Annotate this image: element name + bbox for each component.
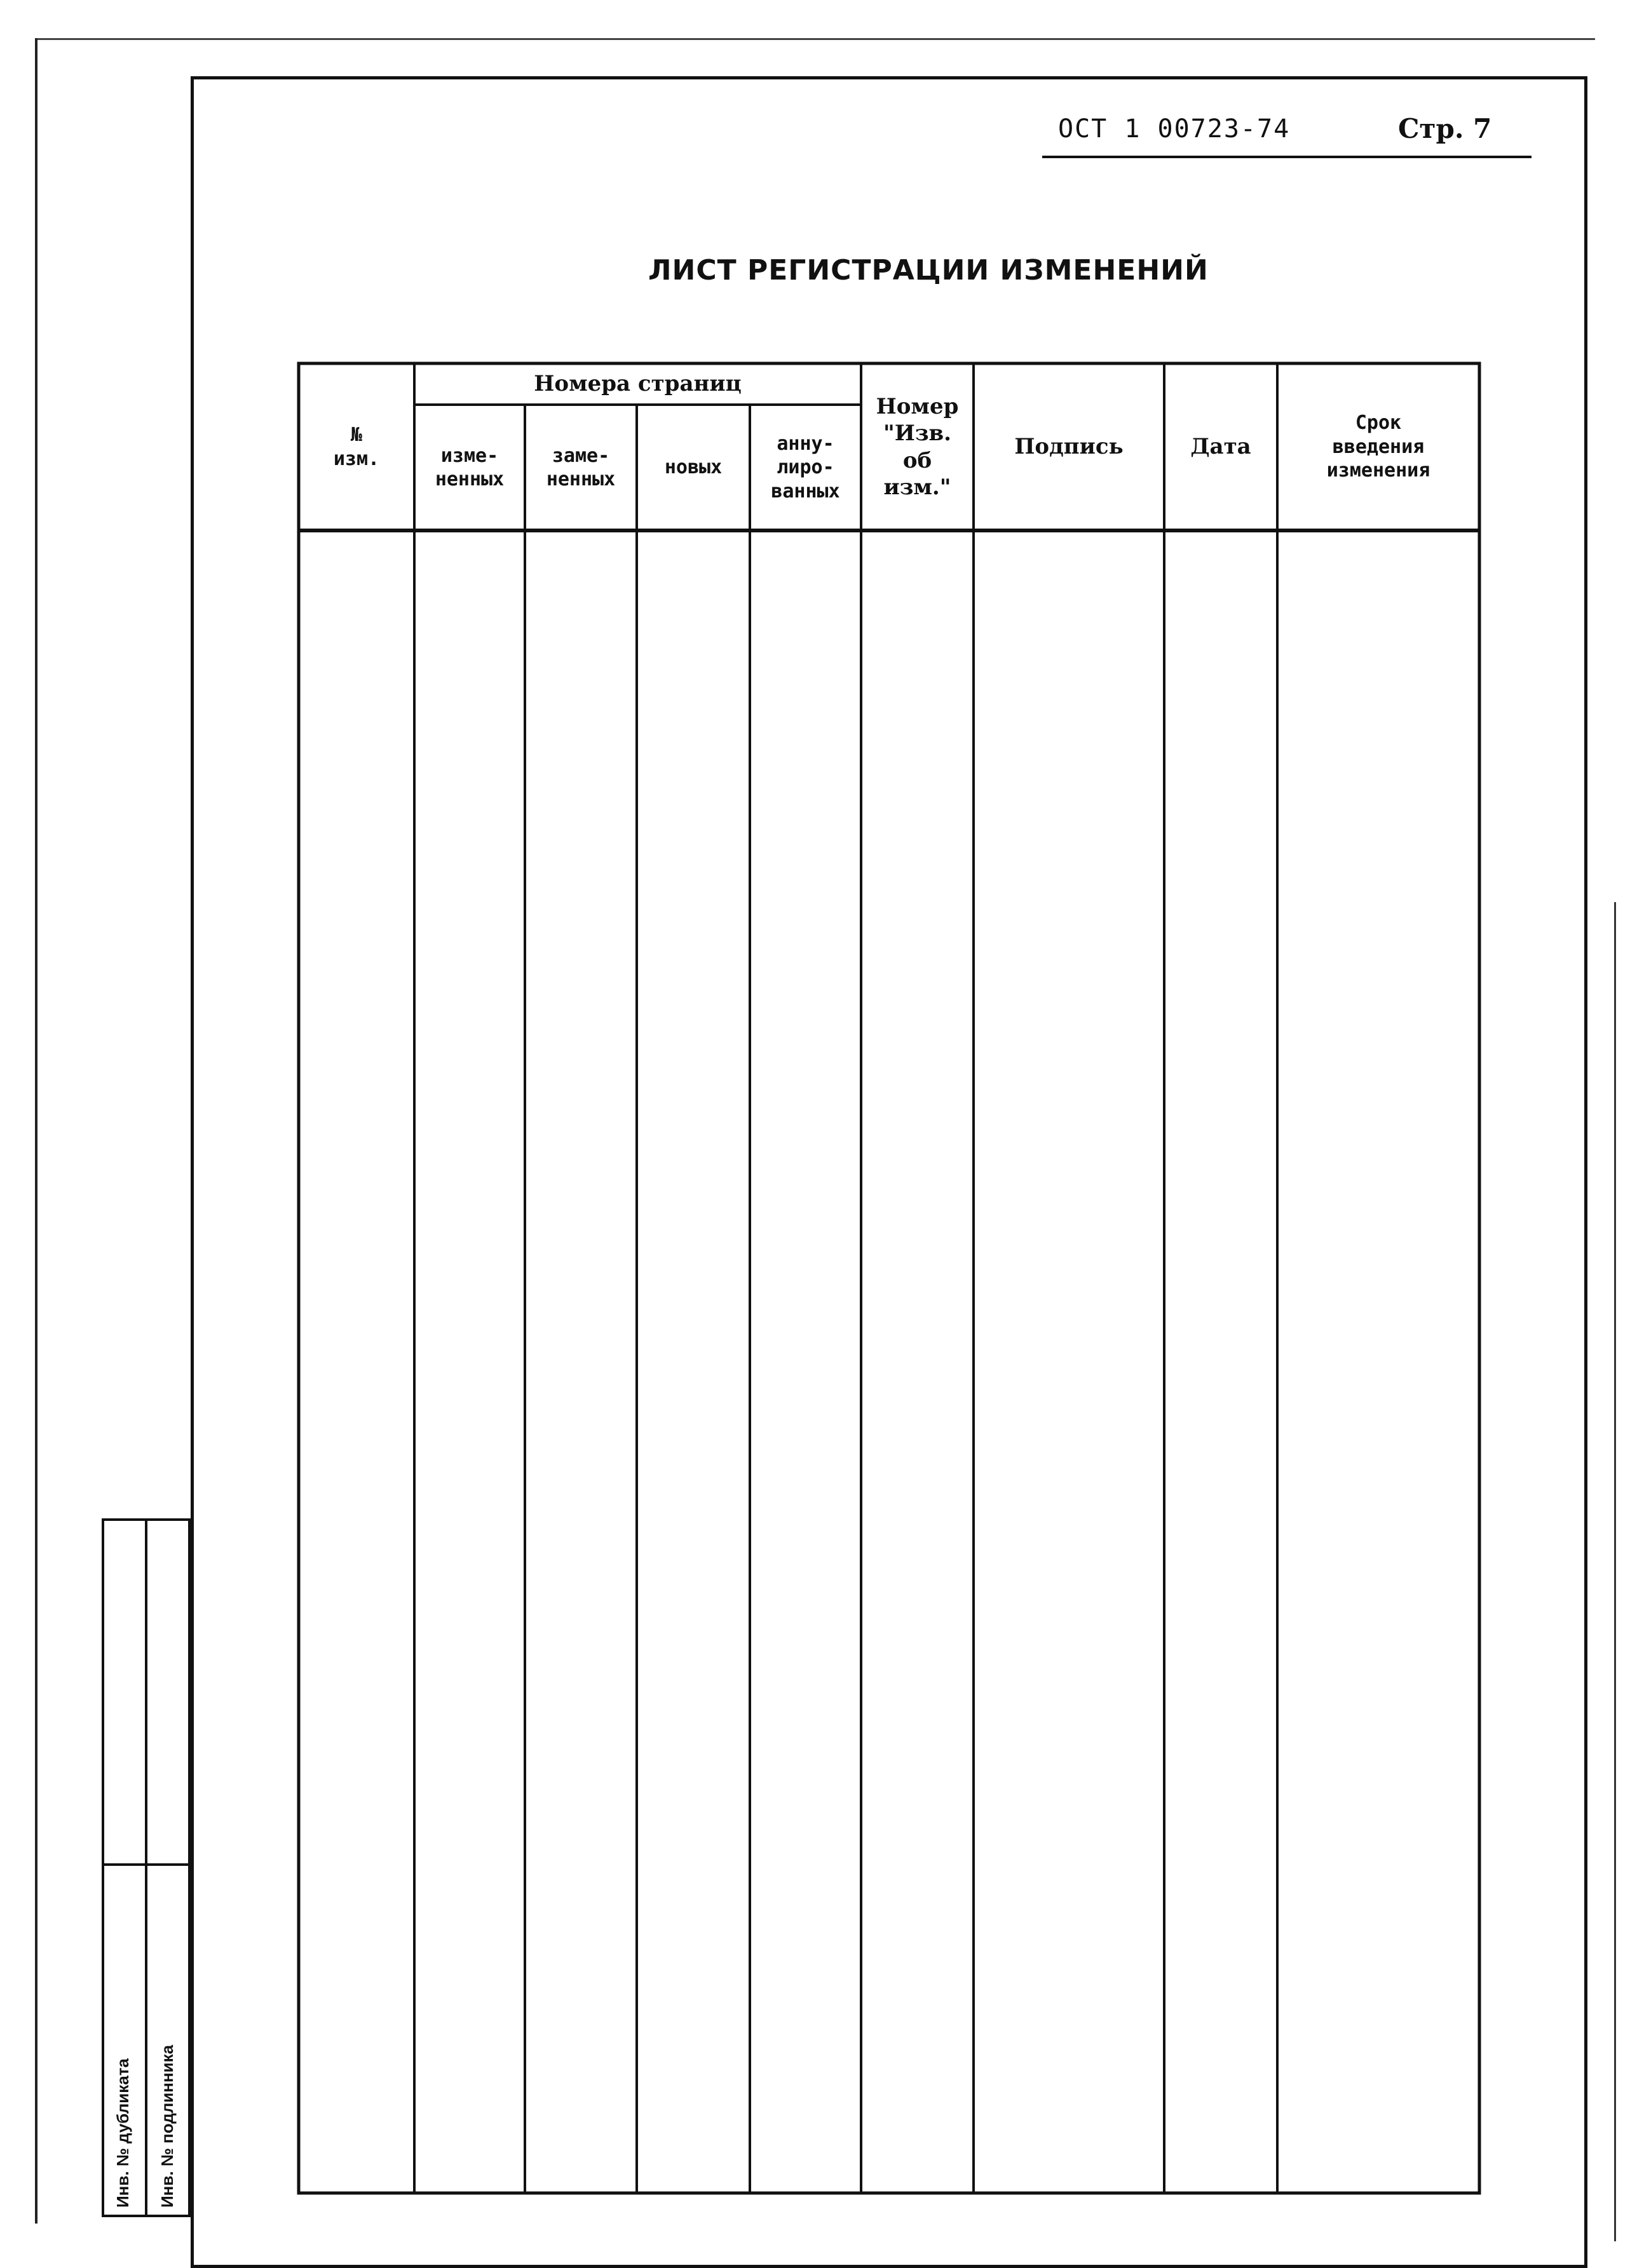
col-header-signature: Подпись xyxy=(1014,434,1124,460)
table-border xyxy=(299,363,1479,2193)
col-header-change-number: № изм. xyxy=(333,424,380,470)
col-header-replaced: заме- ненных xyxy=(546,444,616,490)
group-header-page-numbers: Номера страниц xyxy=(534,371,742,397)
inventory-stamp-block xyxy=(102,1518,191,2217)
sheet-title: ЛИСТ РЕГИСТРАЦИИ ИЗМЕНЕНИЙ xyxy=(648,254,1209,287)
col-header-effective-term: Срок введения изменения xyxy=(1326,412,1430,482)
page-number: Стр. 7 xyxy=(1398,113,1492,144)
document-code: ОСТ 1 00723-74 xyxy=(1058,114,1291,144)
col-header-date: Дата xyxy=(1190,434,1251,460)
col-header-notice-number: Номер "Изв. об изм." xyxy=(876,393,959,500)
col-header-new: новых xyxy=(664,456,723,479)
duplicate-inventory-label: Инв. № дубликата xyxy=(113,2058,132,2208)
original-inventory-label: Инв. № подлинника xyxy=(158,2044,177,2208)
col-header-annulled: анну- лиро- ванных xyxy=(771,432,840,503)
col-header-changed: изме- ненных xyxy=(435,444,505,490)
